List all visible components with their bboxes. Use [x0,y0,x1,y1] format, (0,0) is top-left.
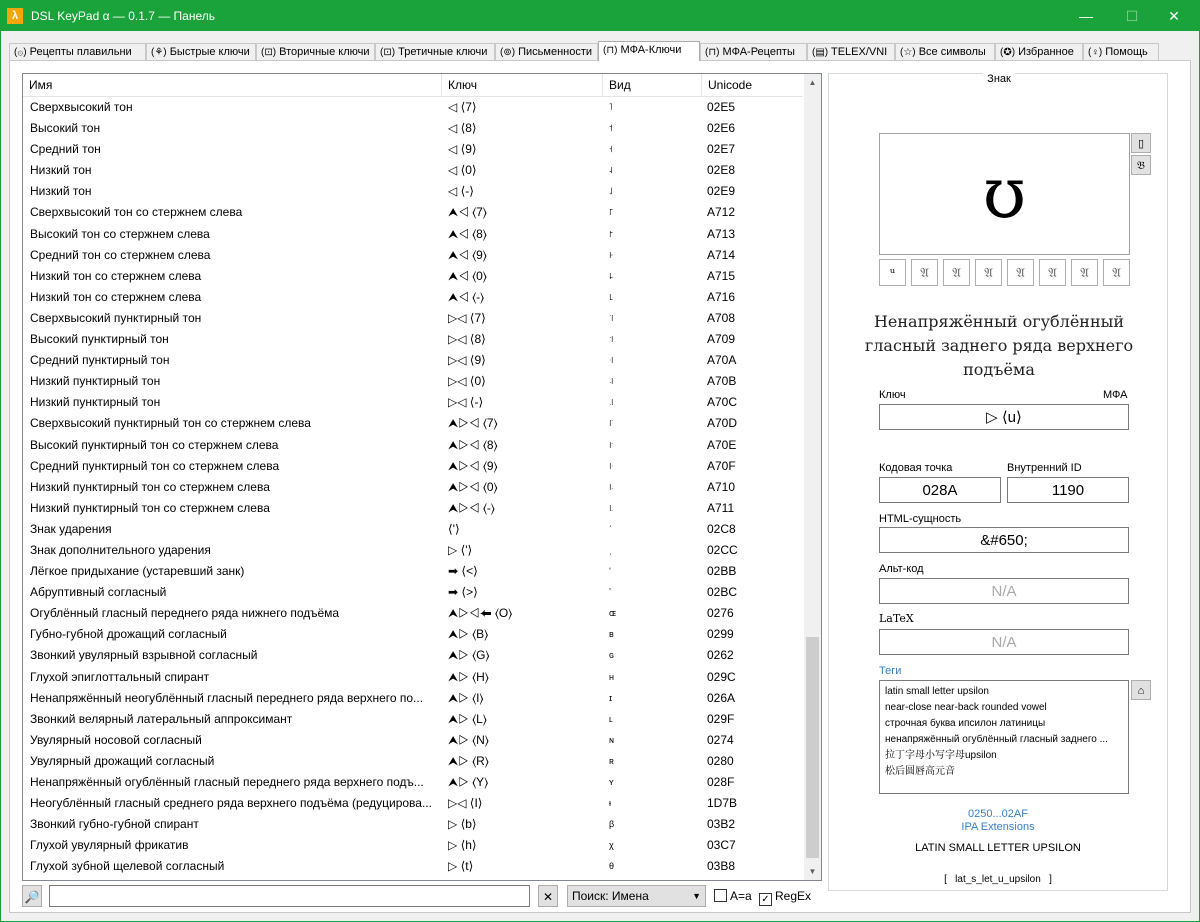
row-view: ꜎ [609,439,614,450]
case-checkbox[interactable] [714,889,752,905]
table-row[interactable] [23,456,803,477]
tab-label: Помощь [1105,46,1148,58]
row-key: ▷ ⟨h⟩ [448,838,477,853]
row-name: Низкий пунктирный тон [30,374,161,389]
row-view: ˦ [609,123,613,134]
chevron-down-icon: ▼ [692,891,701,901]
table-row[interactable] [23,603,803,624]
latex-label: LaTeX [879,612,914,625]
row-name: Низкий пунктирный тон со стержнем слева [30,500,270,515]
row-view: ꜊ [609,355,614,366]
row-name: Звонкий губно-губной спирант [30,817,199,832]
row-name: Знак дополнительного ударения [30,542,211,557]
list-header [23,74,803,97]
row-view: χ [609,840,614,851]
row-unicode: 0299 [707,627,734,642]
row-unicode: 03B8 [707,859,736,874]
altcode-field[interactable]: N/A [879,578,1129,604]
row-unicode: 1D7B [707,796,738,811]
row-name: Низкий пунктирный тон со стержнем слева [30,479,270,494]
row-name: Средний тон [30,142,101,157]
variant-button[interactable]: 𝔄 [943,259,970,286]
row-name: Знак ударения [30,521,112,536]
row-name: Неогублённый гласный среднего ряда верхнего подъёма (редуцирова... [30,796,432,811]
row-key: ◁ ⟨9⟩ [448,142,477,157]
tab-icon: (☆) [900,47,916,58]
row-unicode: A711 [707,500,735,515]
row-key: ⮝▷◁ ⟨8⟩ [448,437,498,452]
tab-ipa-recipes[interactable] [700,43,807,60]
tab-label: Вторичные ключи [279,46,370,58]
tab-favorites[interactable] [995,43,1083,60]
row-name: Глухой увулярный фрикатив [30,838,189,853]
row-key: ▷◁ ⟨0⟩ [448,374,486,389]
table-row[interactable] [23,181,803,202]
row-key: ◁ ⟨-⟩ [448,184,474,199]
row-unicode: A709 [707,332,736,347]
unicode-name: LATIN SMALL LETTER UPSILON [915,842,1081,854]
font-icon[interactable]: 𝔅 [1131,155,1151,175]
row-view: ꜐ [609,481,614,492]
tab-label: Все символы [918,46,986,58]
table-row[interactable] [23,856,803,877]
table-row[interactable] [23,97,803,118]
row-view: ɶ [609,608,617,619]
html-entity-field[interactable]: &#650; [879,527,1129,553]
row-key: ▷◁ ⟨I⟩ [448,796,483,811]
tag-item: 拉丁字母小写字母upsilon [885,750,997,761]
tag-icon[interactable]: ⌂ [1131,680,1151,700]
column-header-unicode[interactable]: Unicode [708,78,753,92]
table-row[interactable] [23,582,803,603]
clear-search-button[interactable]: ✕ [538,885,558,907]
table-row[interactable] [23,814,803,835]
row-unicode: 0276 [707,606,734,621]
list-rows [23,97,803,877]
variant-button[interactable]: 𝔄 [1039,259,1066,286]
tab-label: Избранное [1018,46,1074,58]
row-unicode: 02E7 [707,142,736,157]
row-name: Низкий пунктирный тон [30,395,161,410]
tab-icon: (⊡) [261,47,277,58]
table-row[interactable] [23,751,803,772]
tab-icon: (⊡) [380,47,396,58]
row-key: ⮝◁ ⟨-⟩ [448,289,485,304]
row-key: ⮝▷◁ ⟨-⟩ [448,500,495,515]
row-view: ˧ [609,144,613,155]
row-view: ˥ [609,102,613,112]
table-row[interactable] [23,392,803,413]
row-name: Звонкий увулярный взрывной согласный [30,648,258,663]
table-row[interactable] [23,730,803,751]
row-name: Абруптивный согласный [30,585,167,600]
row-view: ᵻ [609,798,611,809]
checkbox-box[interactable] [714,889,727,902]
tab-icon: (♀) [1088,47,1103,58]
table-row[interactable] [23,540,803,561]
row-view: ˩ [609,186,613,197]
row-key: ▷◁ ⟨7⟩ [448,310,486,325]
tab-icon: (▤) [812,47,829,58]
row-view: ꜓ [609,228,614,239]
row-key: ⮝▷ ⟨B⟩ [448,627,489,642]
table-row[interactable] [23,624,803,645]
tag-item: latin small letter upsilon [885,686,989,697]
tab-icon: (⊚) [500,47,516,58]
row-unicode: A70B [707,374,737,389]
tag-item: ненапряжённый огублённый гласный заднего ... [885,734,1108,745]
table-row[interactable] [23,139,803,160]
tab-label: Быстрые ключи [169,46,250,58]
row-name: Ненапряжённый огублённый гласный переднего ряда верхнего подъ... [30,775,424,789]
row-unicode: 0280 [707,753,734,768]
table-row[interactable] [23,709,803,730]
block-range-link[interactable]: 0250...02AF [968,808,1028,820]
row-unicode: 03C7 [707,838,736,853]
tags-label: Теги [879,665,902,677]
row-view: ꜋ [609,376,614,387]
row-unicode: A70D [707,416,738,431]
row-key: ◁ ⟨0⟩ [448,163,477,178]
row-name: Лёгкое придыхание (устаревший занк) [30,564,245,579]
row-unicode: 029C [707,669,736,684]
table-row[interactable] [23,308,803,329]
variant-button[interactable]: 𝔄 [911,259,938,286]
row-name: Сверхвысокий тон со стержнем слева [30,205,243,220]
row-key: ▷◁ ⟨9⟩ [448,353,486,368]
row-unicode: A714 [707,247,736,262]
internal-name: [ lat_s_let_u_upsilon ] [944,874,1052,885]
regex-checkbox[interactable] [759,889,811,905]
tab-all-symbols[interactable] [895,43,995,60]
tab-icon: (⚘) [151,47,167,58]
search-icon[interactable]: 🔎 [22,885,42,907]
tab-icon: (✪) [1000,47,1016,58]
search-input[interactable] [49,885,530,907]
tag-item: 松后圆唇高元音 [885,766,955,777]
table-row[interactable] [23,287,803,308]
tab-label: Рецепты плавильни [29,46,132,58]
row-name: Сверхвысокий пунктирный тон со стержнем слева [30,416,311,431]
row-name: Средний пунктирный тон [30,353,170,368]
row-name: Средний тон со стержнем слева [30,247,211,262]
row-key: ⮝▷◁⬅ ⟨O⟩ [448,606,513,621]
table-row[interactable] [23,202,803,223]
key-label: Ключ [879,389,906,401]
minimize-button[interactable]: — [1079,8,1093,24]
latex-field[interactable]: N/A [879,629,1129,655]
row-key: ▷ ⟨t⟩ [448,859,474,874]
row-name: Высокий тон [30,121,101,136]
row-key: ⮝▷ ⟨Y⟩ [448,775,489,789]
tab-ipa-keys[interactable] [598,41,700,61]
table-row[interactable] [23,350,803,371]
tab-bar [9,41,1189,61]
details-legend: Знак [829,73,1169,85]
row-unicode: 0262 [707,648,734,663]
row-unicode: A70E [707,437,737,452]
row-view: ꜍ [609,418,614,429]
row-key: ➡ ⟨<⟩ [448,564,478,579]
tab-label: МФА-Ключи [620,44,682,56]
row-unicode: 03B2 [707,817,736,832]
row-key: ⮝▷ ⟨I⟩ [448,690,484,705]
row-view: ꜌ [609,397,614,408]
row-view: ʏ [609,777,614,787]
row-name: Низкий тон [30,184,92,199]
codepoint-field[interactable]: 028A [879,477,1001,503]
row-unicode: A712 [707,205,736,220]
table-row[interactable] [23,118,803,139]
row-view: ꜉ [609,334,614,345]
scroll-up-icon[interactable]: ▲ [808,78,817,87]
row-view: ꜑ [609,502,614,513]
row-view: ʜ [609,671,614,682]
checkbox-box[interactable]: ✓ [759,893,772,906]
row-unicode: A70A [707,353,737,368]
row-view: ʟ [609,713,613,724]
table-row[interactable] [23,266,803,287]
column-header-key[interactable]: Ключ [442,74,603,96]
row-name: Звонкий велярный латеральный аппроксимант [30,711,293,726]
glyph-preview: ʊ [879,133,1130,255]
row-view: ꜖ [609,291,614,302]
row-name: Огублённый гласный переднего ряда нижнего подъёма [30,606,340,621]
row-key: ⮝◁ ⟨8⟩ [448,226,487,241]
tab-label: Третичные ключи [398,46,488,58]
row-unicode: 02E6 [707,121,736,136]
row-name: Глухой зубной щелевой согласный [30,859,225,874]
row-name: Средний пунктирный тон со стержнем слева [30,458,280,473]
row-view: ʼ [609,587,611,598]
key-tag: МФА [1103,389,1128,401]
row-unicode: 029F [707,711,735,726]
row-key: ⮝▷ ⟨N⟩ [448,732,489,747]
tab-panel [9,60,1191,913]
row-view: ʀ [609,755,614,766]
row-key: ⮝▷ ⟨G⟩ [448,648,490,663]
variant-button[interactable]: ᵘ [879,259,906,286]
row-view: ʻ [609,566,611,577]
codepoint-label: Кодовая точка [879,462,953,474]
tab-label: Письменности [518,46,593,58]
row-name: Высокий пунктирный тон [30,332,169,347]
regex-label: RegEx [775,889,812,903]
row-unicode: 02E8 [707,163,736,178]
key-field[interactable]: ▷ ⟨u⟩ [879,404,1129,430]
row-view: ꜈ [609,312,614,323]
internal-id-field[interactable]: 1190 [1007,477,1129,503]
row-key: ⮝▷◁ ⟨7⟩ [448,416,498,431]
table-row[interactable] [23,435,803,456]
table-row[interactable] [23,667,803,688]
glyph-variants [879,259,1131,289]
table-row[interactable] [23,519,803,540]
tab-scripts[interactable] [495,43,598,60]
vertical-scrollbar[interactable] [804,74,821,880]
row-view: ˈ [609,523,612,534]
row-key: ⮝▷ ⟨L⟩ [448,711,487,726]
row-unicode: A713 [707,226,736,241]
row-key: ▷ ⟨'⟩ [448,542,473,557]
html-label: HTML-сущность [879,513,962,525]
table-row[interactable] [23,645,803,666]
table-row[interactable] [23,329,803,350]
table-row[interactable] [23,245,803,266]
tab-quick-keys[interactable] [146,43,256,60]
table-row[interactable] [23,772,803,793]
row-key: ⮝▷ ⟨R⟩ [448,753,489,768]
row-key: ◁ ⟨7⟩ [448,100,477,114]
row-view: ˨ [609,165,613,176]
window-title: DSL KeyPad α — 0.1.7 — Панель [31,9,216,23]
scroll-down-icon[interactable]: ▼ [808,867,817,876]
row-key: ⟨'⟩ [448,521,460,536]
row-unicode: 02BB [707,564,737,579]
tab-tertiary-keys[interactable] [375,43,495,60]
row-key: ⮝▷ ⟨H⟩ [448,669,489,684]
row-view: ɪ [609,692,613,703]
row-view: β [609,819,615,830]
maximize-button[interactable]: ☐ [1125,8,1139,24]
row-name: Глухой эпиглоттальный спирант [30,669,210,684]
column-header-view[interactable]: Вид [603,74,702,96]
variant-button[interactable]: 𝔄 [1007,259,1034,286]
row-unicode: A708 [707,310,736,325]
variant-button[interactable]: 𝔄 [1071,259,1098,286]
variant-button[interactable]: 𝔄 [1103,259,1130,286]
internal-id-label: Внутренний ID [1007,462,1082,474]
row-view: ꜕ [609,270,614,281]
row-unicode: 0274 [707,732,734,747]
symbol-details [828,73,1168,891]
row-key: ▷ ⟨b⟩ [448,817,477,832]
table-row[interactable] [23,498,803,519]
tab-icon: (⊓) [705,47,720,58]
row-name: Сверхвысокий тон [30,100,133,114]
tab-icon: (۞) [14,47,27,58]
title-bar [1,1,1199,31]
case-label: A=a [730,889,752,903]
row-name: Низкий тон [30,163,92,178]
table-row[interactable] [23,413,803,434]
symbol-list[interactable] [22,73,822,881]
row-unicode: A70F [707,458,736,473]
tab-secondary-keys[interactable] [256,43,375,60]
tab-icon: (⊓) [603,45,618,56]
close-button[interactable]: ✕ [1168,8,1180,24]
row-key: ⮝◁ ⟨9⟩ [448,247,487,262]
character-name: Ненапряжённый огублённый гласный заднего ряда верхнего подъёма [864,312,1134,379]
variant-button[interactable]: 𝔄 [975,259,1002,286]
table-row[interactable] [23,688,803,709]
row-name: Сверхвысокий пунктирный тон [30,310,202,325]
row-view: ꜔ [609,249,614,260]
tab-label: МФА-Рецепты [722,46,795,58]
row-view: θ [609,861,615,872]
row-unicode: A716 [707,289,736,304]
tags-list[interactable] [879,680,1129,794]
row-unicode: 02E5 [707,100,736,114]
row-key: ⮝◁ ⟨0⟩ [448,268,487,283]
tab-help[interactable] [1083,43,1159,60]
search-bar [22,885,822,909]
row-name: Увулярный дрожащий согласный [30,753,215,768]
table-row[interactable] [23,371,803,392]
row-unicode: 02C8 [707,521,736,536]
app-icon: λ [7,8,23,24]
tag-item: near-close near-back rounded vowel [885,702,1047,713]
row-name: Высокий пунктирный тон со стержнем слева [30,437,279,452]
table-row[interactable] [23,561,803,582]
search-mode-select[interactable] [567,885,706,907]
row-unicode: 028F [707,775,735,789]
altcode-label: Альт-код [879,563,924,575]
table-row[interactable] [23,224,803,245]
table-row[interactable] [23,477,803,498]
row-name: Высокий тон со стержнем слева [30,226,210,241]
row-name: Низкий тон со стержнем слева [30,289,202,304]
row-view: ˌ [609,544,612,555]
row-unicode: A70C [707,395,738,410]
block-name-link[interactable]: IPA Extensions [961,821,1035,833]
row-view: ɢ [609,650,615,661]
tag-item: строчная буква ипсилон латиницы [885,718,1046,729]
row-name: Увулярный носовой согласный [30,732,202,747]
row-view: ꜒ [609,207,614,218]
row-name: Губно-губной дрожащий согласный [30,627,227,642]
row-key: ⮝▷◁ ⟨9⟩ [448,458,498,473]
row-unicode: A715 [707,268,736,283]
row-key: ▷◁ ⟨-⟩ [448,395,484,410]
row-unicode: A710 [707,479,736,494]
row-unicode: 02BC [707,585,738,600]
row-key: ➡ ⟨>⟩ [448,585,478,600]
row-view: ꜏ [609,460,614,471]
scrollbar-thumb[interactable] [806,637,819,858]
table-row[interactable] [23,160,803,181]
column-header-name[interactable]: Имя [23,74,442,96]
row-unicode: 02CC [707,542,738,557]
row-unicode: 02E9 [707,184,736,199]
row-key: ⮝▷◁ ⟨0⟩ [448,479,498,494]
table-row[interactable] [23,793,803,814]
tab-recipes[interactable] [9,43,146,60]
row-key: ⮝◁ ⟨7⟩ [448,205,487,220]
row-key: ◁ ⟨8⟩ [448,121,477,136]
row-name: Низкий тон со стержнем слева [30,268,202,283]
row-unicode: 026A [707,690,736,705]
table-row[interactable] [23,835,803,856]
tab-telex-vni[interactable] [807,43,895,60]
row-view: ɴ [609,734,614,745]
row-view: ʙ [609,629,614,640]
row-name: Ненапряжённый неогублённый гласный переднего ряда верхнего по... [30,690,424,705]
search-mode-value: Поиск: Имена [572,889,649,903]
tab-label: TELEX/VNI [830,46,888,58]
book-icon[interactable]: ▯ [1131,133,1151,153]
row-key: ▷◁ ⟨8⟩ [448,332,486,347]
